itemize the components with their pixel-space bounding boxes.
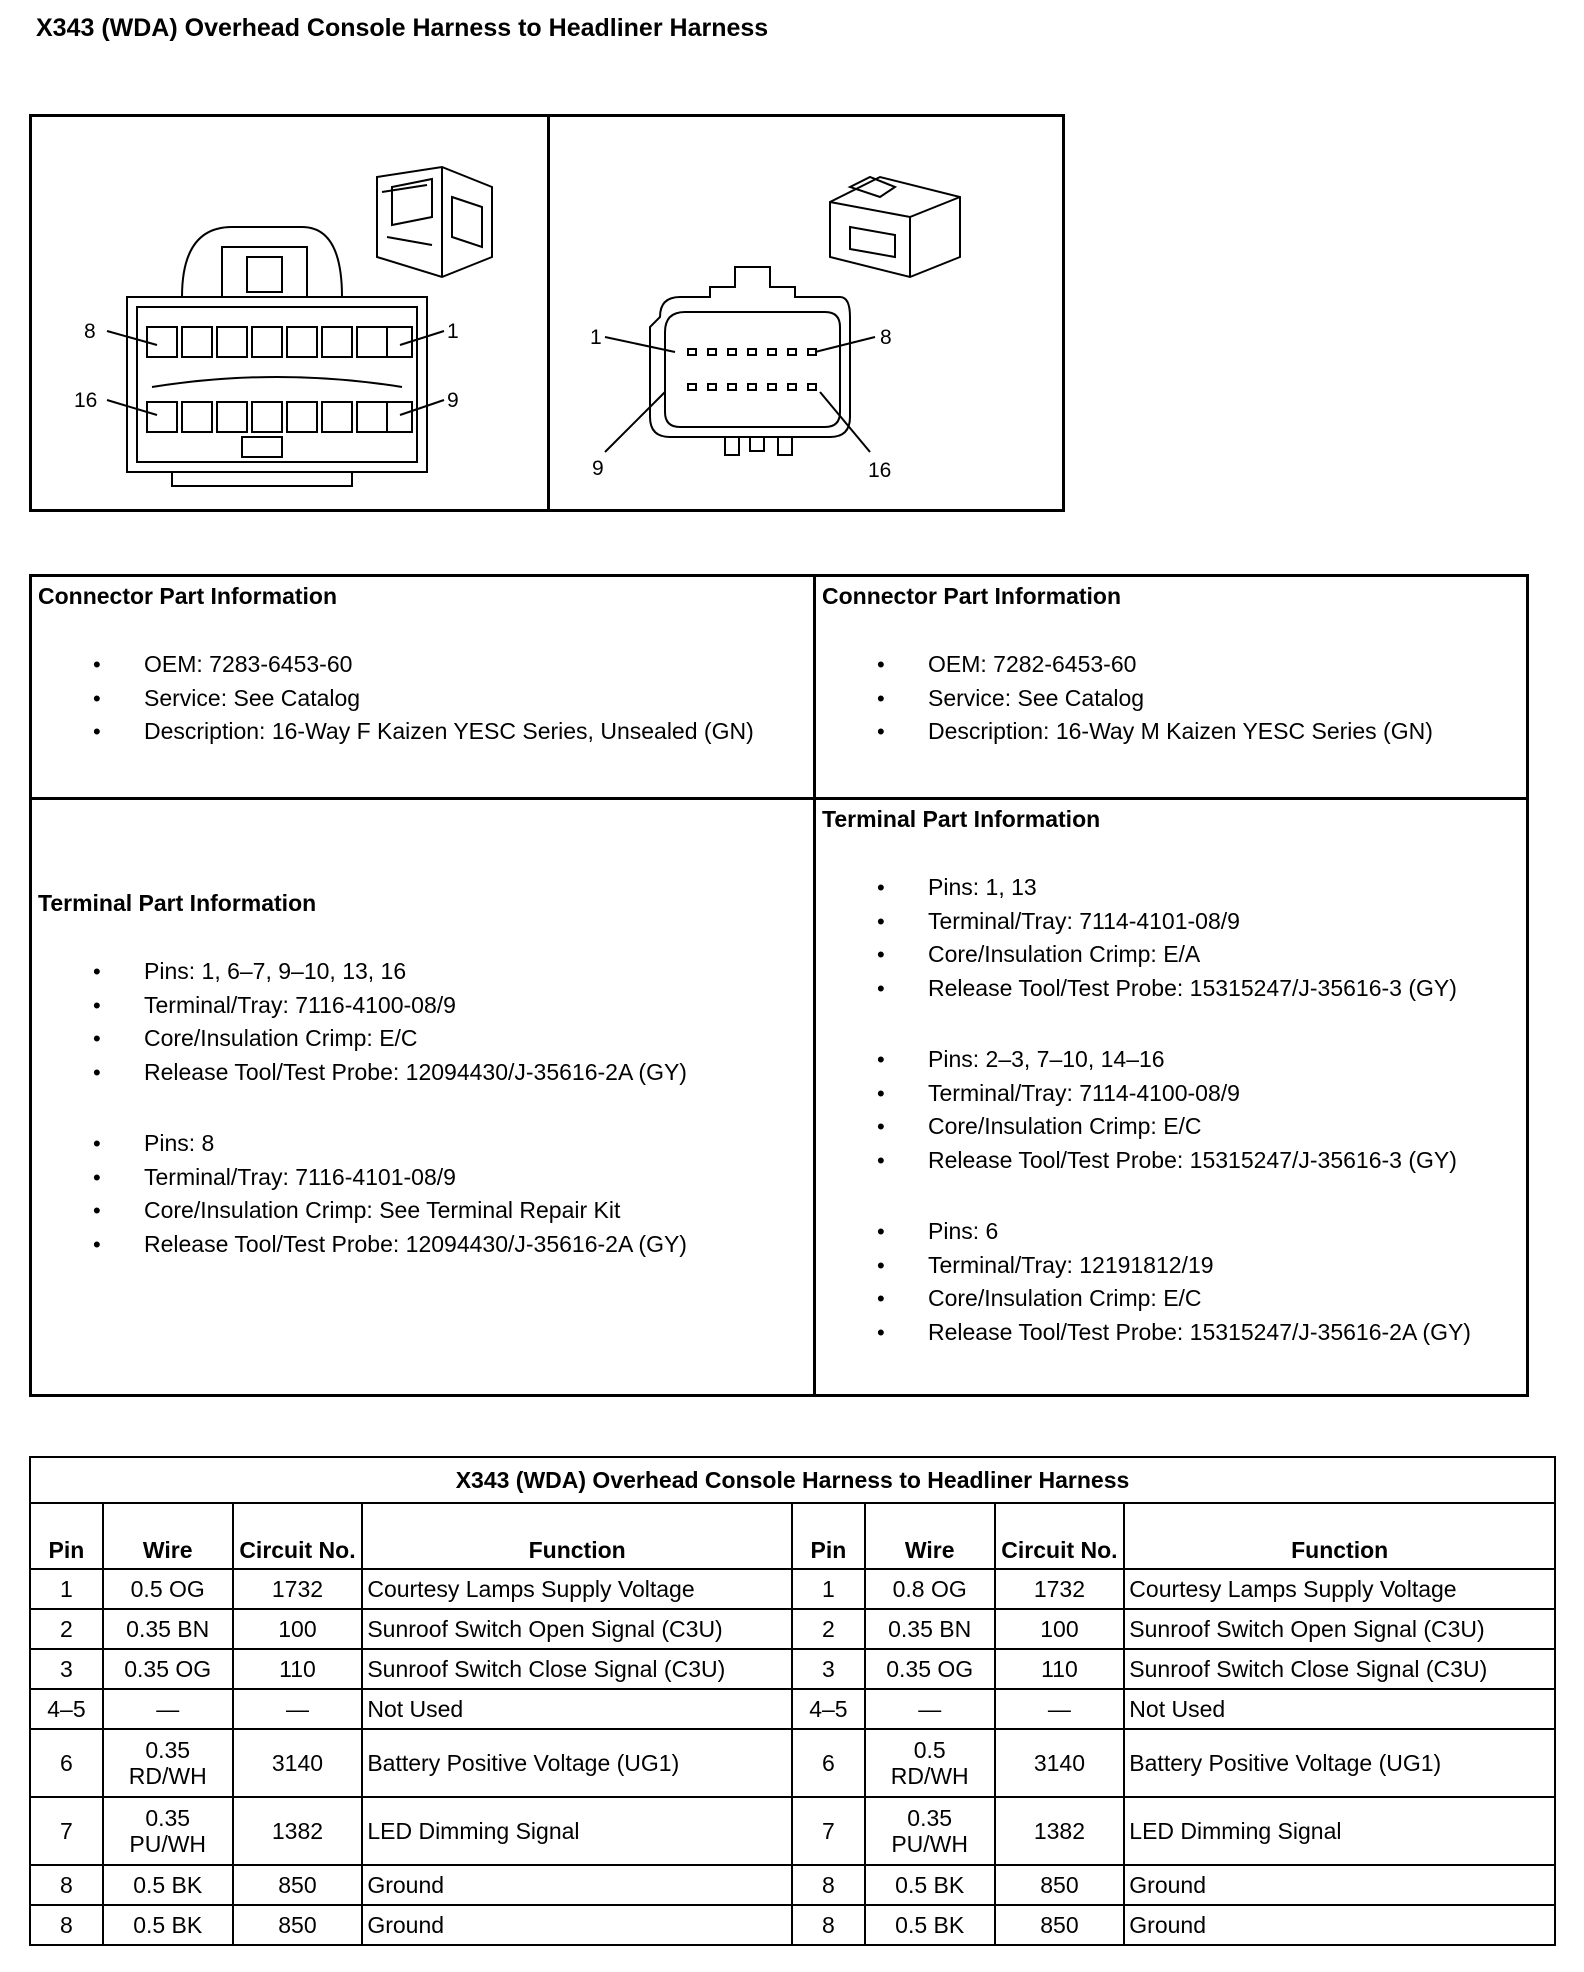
cell-pin: 3 bbox=[30, 1649, 103, 1689]
cell-wire: 0.35 PU/WH bbox=[865, 1797, 995, 1865]
list-item: • Terminal/Tray: 7116-4100-08/9 bbox=[38, 989, 808, 1023]
list-item: • Terminal/Tray: 7114-4101-08/9 bbox=[822, 905, 1527, 939]
male-pin-label-16: 16 bbox=[868, 459, 892, 482]
bullet-list bbox=[822, 648, 1527, 749]
column-header: Function bbox=[362, 1503, 792, 1569]
section-heading: Connector Part Information bbox=[38, 583, 338, 609]
page-title: X343 (WDA) Overhead Console Harness to Headliner Harness bbox=[36, 14, 769, 42]
cell-wire: — bbox=[865, 1689, 995, 1729]
cell-function: LED Dimming Signal bbox=[1124, 1797, 1555, 1865]
list-item: • Release Tool/Test Probe: 15315247/J-35616-3 (GY) bbox=[822, 1144, 1527, 1178]
connector-info-male bbox=[822, 583, 1527, 749]
table-row bbox=[30, 1865, 1555, 1905]
column-header: Circuit No. bbox=[233, 1503, 363, 1569]
column-header: Circuit No. bbox=[995, 1503, 1125, 1569]
list-item: • Release Tool/Test Probe: 12094430/J-35616-2A (GY) bbox=[38, 1056, 808, 1090]
male-connector-face bbox=[650, 267, 850, 455]
cell-circuit: 850 bbox=[233, 1905, 363, 1945]
cell-wire: 0.5 BK bbox=[103, 1905, 233, 1945]
cell-pin: 7 bbox=[30, 1797, 103, 1865]
cell-circuit: 850 bbox=[233, 1865, 363, 1905]
cell-pin: 2 bbox=[792, 1609, 865, 1649]
female-connector-iso-icon bbox=[377, 167, 492, 277]
connector-info-female bbox=[38, 583, 808, 749]
bullet-list bbox=[38, 648, 808, 749]
list-item: • OEM: 7283-6453-60 bbox=[38, 648, 808, 682]
male-pin-row-top bbox=[688, 349, 816, 355]
cell-circuit: 1732 bbox=[995, 1569, 1125, 1609]
table-row bbox=[30, 1689, 1555, 1729]
cell-pin: 4–5 bbox=[30, 1689, 103, 1729]
cell-function: Not Used bbox=[362, 1689, 792, 1729]
list-item: • Release Tool/Test Probe: 12094430/J-35616-2A (GY) bbox=[38, 1228, 808, 1262]
cell-function: Courtesy Lamps Supply Voltage bbox=[1124, 1569, 1555, 1609]
cell-circuit: 1382 bbox=[233, 1797, 363, 1865]
cell-wire: 0.35 BN bbox=[103, 1609, 233, 1649]
list-item: • Terminal/Tray: 12191812/19 bbox=[822, 1249, 1527, 1283]
cell-wire: 0.35 OG bbox=[865, 1649, 995, 1689]
list-item: • Core/Insulation Crimp: E/C bbox=[822, 1110, 1527, 1144]
cell-circuit: 850 bbox=[995, 1905, 1125, 1945]
female-cavity-row-top bbox=[147, 327, 412, 357]
list-item: • Pins: 1, 13 bbox=[822, 871, 1527, 905]
table-row bbox=[30, 1797, 1555, 1865]
male-pin-label-9: 9 bbox=[592, 457, 604, 480]
male-pin-label-1: 1 bbox=[590, 326, 602, 349]
grid-divider-horizontal bbox=[32, 797, 1526, 800]
female-pin-label-8: 8 bbox=[84, 320, 96, 343]
cell-function: Battery Positive Voltage (UG1) bbox=[362, 1729, 792, 1797]
cell-wire: — bbox=[103, 1689, 233, 1729]
column-header: Wire bbox=[103, 1503, 233, 1569]
section-heading: Terminal Part Information bbox=[822, 806, 1101, 832]
list-item: • Description: 16-Way M Kaizen YESC Series (GN) bbox=[822, 715, 1527, 749]
cell-wire: 0.5 BK bbox=[103, 1865, 233, 1905]
list-item: • Release Tool/Test Probe: 15315247/J-35616-2A (GY) bbox=[822, 1316, 1527, 1350]
cell-pin: 8 bbox=[792, 1905, 865, 1945]
cell-wire: 0.35 OG bbox=[103, 1649, 233, 1689]
list-item: • Core/Insulation Crimp: See Terminal Repair Kit bbox=[38, 1194, 808, 1228]
cell-function: Sunroof Switch Open Signal (C3U) bbox=[1124, 1609, 1555, 1649]
grid-divider-vertical bbox=[813, 577, 816, 1394]
male-pin-label-8: 8 bbox=[880, 326, 892, 349]
cell-pin: 8 bbox=[792, 1865, 865, 1905]
cell-pin: 8 bbox=[30, 1865, 103, 1905]
cell-function: Sunroof Switch Open Signal (C3U) bbox=[362, 1609, 792, 1649]
terminal-info-male bbox=[822, 806, 1527, 1349]
cell-wire: 0.35 PU/WH bbox=[103, 1797, 233, 1865]
list-item: • Terminal/Tray: 7114-4100-08/9 bbox=[822, 1077, 1527, 1111]
column-header: Wire bbox=[865, 1503, 995, 1569]
cell-pin: 1 bbox=[30, 1569, 103, 1609]
cell-circuit: 1382 bbox=[995, 1797, 1125, 1865]
bullet-list bbox=[822, 1215, 1527, 1349]
male-connector-view bbox=[550, 117, 1062, 509]
female-cavity-row-bottom bbox=[147, 402, 412, 432]
table-row bbox=[30, 1569, 1555, 1609]
table-row bbox=[30, 1649, 1555, 1689]
list-item: • Terminal/Tray: 7116-4101-08/9 bbox=[38, 1161, 808, 1195]
cell-circuit: — bbox=[995, 1689, 1125, 1729]
cell-pin: 1 bbox=[792, 1569, 865, 1609]
column-header: Function bbox=[1124, 1503, 1555, 1569]
list-item: • Description: 16-Way F Kaizen YESC Series, Unsealed (GN) bbox=[38, 715, 808, 749]
terminal-info-female bbox=[38, 890, 808, 1261]
cell-circuit: 1732 bbox=[233, 1569, 363, 1609]
list-item: • Service: See Catalog bbox=[38, 682, 808, 716]
column-header: Pin bbox=[30, 1503, 103, 1569]
cell-circuit: 3140 bbox=[233, 1729, 363, 1797]
cell-function: Battery Positive Voltage (UG1) bbox=[1124, 1729, 1555, 1797]
cell-wire: 0.5 BK bbox=[865, 1905, 995, 1945]
list-item: • Core/Insulation Crimp: E/C bbox=[38, 1022, 808, 1056]
male-connector-drawing bbox=[550, 117, 1062, 509]
list-item: • Pins: 2–3, 7–10, 14–16 bbox=[822, 1043, 1527, 1077]
cell-function: Ground bbox=[362, 1905, 792, 1945]
cell-circuit: 100 bbox=[995, 1609, 1125, 1649]
list-item: • Pins: 6 bbox=[822, 1215, 1527, 1249]
cell-function: Ground bbox=[1124, 1905, 1555, 1945]
cell-function: LED Dimming Signal bbox=[362, 1797, 792, 1865]
list-item: • OEM: 7282-6453-60 bbox=[822, 648, 1527, 682]
part-information-grid bbox=[29, 574, 1529, 1397]
cell-pin: 7 bbox=[792, 1797, 865, 1865]
female-connector-view bbox=[32, 117, 550, 509]
cell-function: Ground bbox=[1124, 1865, 1555, 1905]
male-connector-iso-icon bbox=[830, 177, 960, 277]
female-connector-drawing bbox=[32, 117, 544, 509]
cell-pin: 8 bbox=[30, 1905, 103, 1945]
cell-circuit: 110 bbox=[233, 1649, 363, 1689]
table-header-row bbox=[30, 1503, 1555, 1569]
cell-function: Ground bbox=[362, 1865, 792, 1905]
list-item: • Core/Insulation Crimp: E/A bbox=[822, 938, 1527, 972]
cell-function: Courtesy Lamps Supply Voltage bbox=[362, 1569, 792, 1609]
bullet-list bbox=[38, 1127, 808, 1261]
male-pin-leaders bbox=[605, 337, 875, 452]
table-row bbox=[30, 1729, 1555, 1797]
table-row bbox=[30, 1905, 1555, 1945]
section-heading: Connector Part Information bbox=[822, 583, 1122, 609]
list-item: • Pins: 1, 6–7, 9–10, 13, 16 bbox=[38, 955, 808, 989]
cell-circuit: 850 bbox=[995, 1865, 1125, 1905]
cell-circuit: 110 bbox=[995, 1649, 1125, 1689]
cell-circuit: — bbox=[233, 1689, 363, 1729]
connector-figure bbox=[29, 114, 1065, 512]
cell-pin: 6 bbox=[30, 1729, 103, 1797]
male-pin-row-bottom bbox=[688, 384, 816, 390]
cell-pin: 4–5 bbox=[792, 1689, 865, 1729]
table-row bbox=[30, 1609, 1555, 1649]
cell-wire: 0.35 BN bbox=[865, 1609, 995, 1649]
section-heading: Terminal Part Information bbox=[38, 890, 317, 916]
list-item: • Service: See Catalog bbox=[822, 682, 1527, 716]
cell-function: Sunroof Switch Close Signal (C3U) bbox=[362, 1649, 792, 1689]
cell-wire: 0.5 RD/WH bbox=[865, 1729, 995, 1797]
cell-pin: 2 bbox=[30, 1609, 103, 1649]
cell-function: Sunroof Switch Close Signal (C3U) bbox=[1124, 1649, 1555, 1689]
cell-wire: 0.8 OG bbox=[865, 1569, 995, 1609]
female-pin-label-1: 1 bbox=[447, 320, 459, 343]
cell-circuit: 3140 bbox=[995, 1729, 1125, 1797]
cell-wire: 0.5 OG bbox=[103, 1569, 233, 1609]
cell-pin: 6 bbox=[792, 1729, 865, 1797]
list-item: • Pins: 8 bbox=[38, 1127, 808, 1161]
cell-pin: 3 bbox=[792, 1649, 865, 1689]
pinout-table bbox=[29, 1456, 1556, 1946]
cell-wire: 0.5 BK bbox=[865, 1865, 995, 1905]
table-body bbox=[30, 1569, 1555, 1945]
table-caption: X343 (WDA) Overhead Console Harness to Headliner Harness bbox=[30, 1457, 1555, 1503]
cell-circuit: 100 bbox=[233, 1609, 363, 1649]
cell-function: Not Used bbox=[1124, 1689, 1555, 1729]
cell-wire: 0.35 RD/WH bbox=[103, 1729, 233, 1797]
female-pin-label-16: 16 bbox=[74, 389, 98, 412]
bullet-list bbox=[822, 1043, 1527, 1177]
column-header: Pin bbox=[792, 1503, 865, 1569]
list-item: • Core/Insulation Crimp: E/C bbox=[822, 1282, 1527, 1316]
list-item: • Release Tool/Test Probe: 15315247/J-35616-3 (GY) bbox=[822, 972, 1527, 1006]
bullet-list bbox=[822, 871, 1527, 1005]
female-pin-label-9: 9 bbox=[447, 389, 459, 412]
bullet-list bbox=[38, 955, 808, 1089]
